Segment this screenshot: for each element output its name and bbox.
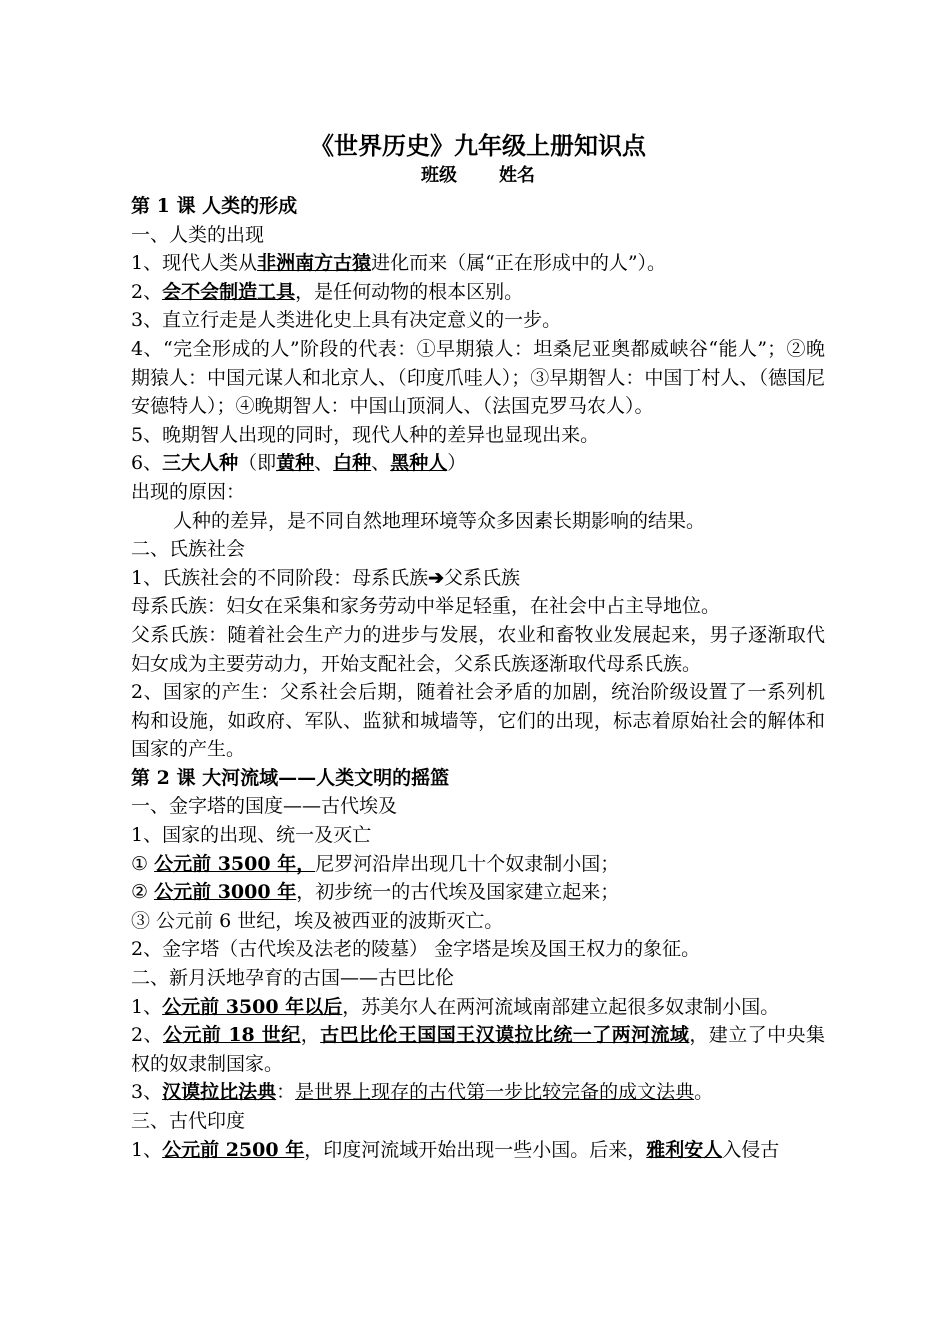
paragraph: 父系氏族：随着社会生产力的进步与发展，农业和畜牧业发展起来，男子逐渐取代妇女成为主要劳动力，开始支配社会，父系氏族逐渐取代母系氏族。 [131, 623, 825, 675]
class-label: 班级 [421, 165, 457, 186]
section-heading: 三、古代印度 [131, 1110, 246, 1132]
paragraph: 1、公元前 3500 年以后，苏美尔人在两河流域南部建立起很多奴隶制小国。 [131, 995, 780, 1018]
document-title: 《世界历史》九年级上册知识点 [310, 131, 646, 160]
section-heading: 一、人类的出现 [131, 223, 265, 246]
section-heading: 二、新月沃地孕育的古国——古巴比伦 [131, 967, 455, 990]
paragraph: ③ 公元前 6 世纪，埃及被西亚的波斯灭亡。 [131, 909, 504, 932]
paragraph: 3、汉谟拉比法典：是世界上现存的古代第一步比较完备的成文法典。 [131, 1081, 714, 1104]
paragraph: 1、公元前 2500 年，印度河流域开始出现一些小国。后来，雅利安人入侵古 [131, 1138, 780, 1161]
paragraph: 2、会不会制造工具，是任何动物的根本区别。 [131, 280, 524, 303]
lesson-1-heading: 第 1 课 人类的形成 [131, 195, 298, 217]
paragraph: 人种的差异，是不同自然地理环境等众多因素长期影响的结果。 [173, 509, 706, 532]
paragraph: 3、直立行走是人类进化史上具有决定意义的一步。 [131, 309, 562, 332]
document-page [131, 128, 825, 1164]
section-heading: 一、金字塔的国度——古代埃及 [131, 795, 398, 818]
paragraph: 2、金字塔（古代埃及法老的陵墓） 金字塔是埃及国王权力的象征。 [131, 938, 701, 961]
paragraph: 出现的原因： [131, 480, 246, 503]
paragraph: 1、现代人类从非洲南方古猿进化而来（属“正在形成中的人”）。 [131, 252, 667, 275]
arrow-right-icon: ➔ [428, 566, 445, 589]
paragraph: 母系氏族：妇女在采集和家务劳动中举足轻重，在社会中占主导地位。 [131, 595, 721, 618]
student-info-line [131, 164, 825, 188]
paragraph: 2、国家的产生：父系社会后期，随着社会矛盾的加剧，统治阶级设置了一系列机构和设施，如政府、军队、监狱和城墙等，它们的出现，标志着原始社会的解体和国家的产生。 [131, 681, 825, 761]
paragraph: 1、氏族社会的不同阶段：母系氏族➔父系氏族 [131, 566, 521, 589]
paragraph: 1、国家的出现、统一及灭亡 [131, 824, 372, 847]
section-heading: 二、氏族社会 [131, 538, 246, 561]
paragraph: 5、晚期智人出现的同时，现代人种的差异也显现出来。 [131, 423, 600, 446]
paragraph: 4、“完全形成的人”阶段的代表：①早期猿人：坦桑尼亚奥都威峡谷“能人”；②晚期猿人：中国元谋人和北京人、（印度爪哇人）；③早期智人：中国丁村人、（德国尼安德特人）；④晚期智人：中国山顶洞人、（法国克罗马农人）。 [131, 337, 825, 418]
paragraph: 2、公元前 18 世纪，古巴比伦王国国王汉谟拉比统一了两河流域，建立了中央集权的奴隶制国家。 [131, 1024, 825, 1075]
paragraph: ① 公元前 3500 年，尼罗河沿岸出现几十个奴隶制小国； [131, 852, 620, 875]
name-label: 姓名 [499, 165, 535, 186]
paragraph: 6、三大人种（即黄种、白种、黑种人） [131, 452, 467, 475]
lesson-2-heading: 第 2 课 大河流域——人类文明的摇篮 [131, 766, 450, 789]
paragraph: ② 公元前 3000 年，初步统一的古代埃及国家建立起来； [131, 881, 620, 904]
